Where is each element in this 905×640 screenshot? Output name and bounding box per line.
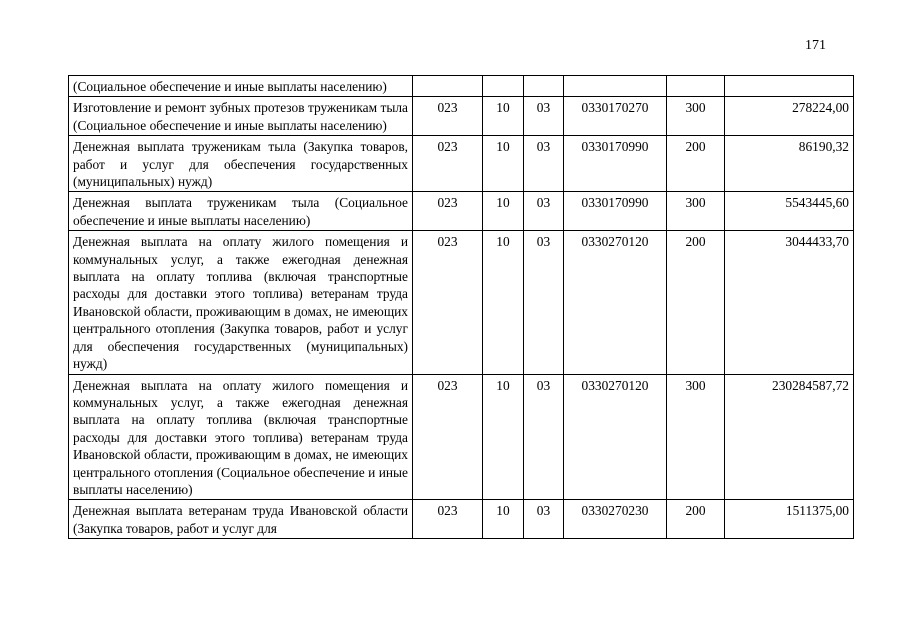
target-article-code: 0330270230 — [564, 500, 667, 539]
ministry-code — [413, 76, 483, 97]
expense-type-code: 200 — [667, 500, 725, 539]
ministry-code: 023 — [413, 374, 483, 500]
ministry-code: 023 — [413, 136, 483, 192]
subsection-code: 03 — [524, 192, 564, 231]
section-code: 10 — [483, 231, 524, 374]
subsection-code: 03 — [524, 97, 564, 136]
section-code: 10 — [483, 192, 524, 231]
row-description: Денежная выплата на оплату жилого помещения и коммунальных услуг, а также ежегодная денежная выплата на оплату топлива (включая транспортные расходы для доставки этого топлива) ветеранам труда Ивановской области, проживающим в домах, не имеющих центрального отопления (Закупка товаров, работ и услуг для обеспечения государственных (муниципальных) нужд) — [69, 231, 413, 374]
row-description: Денежная выплата ветеранам труда Ивановской области (Закупка товаров, работ и услуг для — [69, 500, 413, 539]
row-description: Денежная выплата на оплату жилого помещения и коммунальных услуг, а также ежегодная денежная выплата на оплату топлива (включая транспортные расходы для доставки этого топлива) ветеранам труда Ивановской области, проживающим в домах, не имеющих центрального отопления (Социальное обеспечение и иные выплаты населению) — [69, 374, 413, 500]
expense-type-code: 200 — [667, 136, 725, 192]
row-description: (Социальное обеспечение и иные выплаты населению) — [69, 76, 413, 97]
expense-type-code — [667, 76, 725, 97]
table-row — [69, 500, 854, 539]
row-description: Денежная выплата труженикам тыла (Социальное обеспечение и иные выплаты населению) — [69, 192, 413, 231]
target-article-code: 0330270120 — [564, 231, 667, 374]
subsection-code: 03 — [524, 374, 564, 500]
ministry-code: 023 — [413, 97, 483, 136]
table-row — [69, 192, 854, 231]
section-code: 10 — [483, 136, 524, 192]
subsection-code: 03 — [524, 231, 564, 374]
row-description: Денежная выплата труженикам тыла (Закупка товаров, работ и услуг для обеспечения государственных (муниципальных) нужд) — [69, 136, 413, 192]
section-code — [483, 76, 524, 97]
expense-type-code: 300 — [667, 97, 725, 136]
target-article-code: 0330170990 — [564, 136, 667, 192]
subsection-code — [524, 76, 564, 97]
expense-type-code: 300 — [667, 374, 725, 500]
budget-table — [68, 75, 854, 539]
amount: 5543445,60 — [725, 192, 854, 231]
expense-type-code: 200 — [667, 231, 725, 374]
expense-type-code: 300 — [667, 192, 725, 231]
target-article-code: 0330170990 — [564, 192, 667, 231]
subsection-code: 03 — [524, 500, 564, 539]
amount: 1511375,00 — [725, 500, 854, 539]
section-code: 10 — [483, 500, 524, 539]
target-article-code: 0330270120 — [564, 374, 667, 500]
table-row — [69, 374, 854, 500]
table-row — [69, 97, 854, 136]
table-row — [69, 76, 854, 97]
amount: 230284587,72 — [725, 374, 854, 500]
amount: 3044433,70 — [725, 231, 854, 374]
ministry-code: 023 — [413, 192, 483, 231]
amount — [725, 76, 854, 97]
table-row — [69, 231, 854, 374]
target-article-code: 0330170270 — [564, 97, 667, 136]
subsection-code: 03 — [524, 136, 564, 192]
section-code: 10 — [483, 374, 524, 500]
ministry-code: 023 — [413, 231, 483, 374]
page-number: 171 — [805, 38, 826, 53]
target-article-code — [564, 76, 667, 97]
amount: 278224,00 — [725, 97, 854, 136]
ministry-code: 023 — [413, 500, 483, 539]
row-description: Изготовление и ремонт зубных протезов труженикам тыла (Социальное обеспечение и иные выплаты населению) — [69, 97, 413, 136]
table-row — [69, 136, 854, 192]
amount: 86190,32 — [725, 136, 854, 192]
section-code: 10 — [483, 97, 524, 136]
